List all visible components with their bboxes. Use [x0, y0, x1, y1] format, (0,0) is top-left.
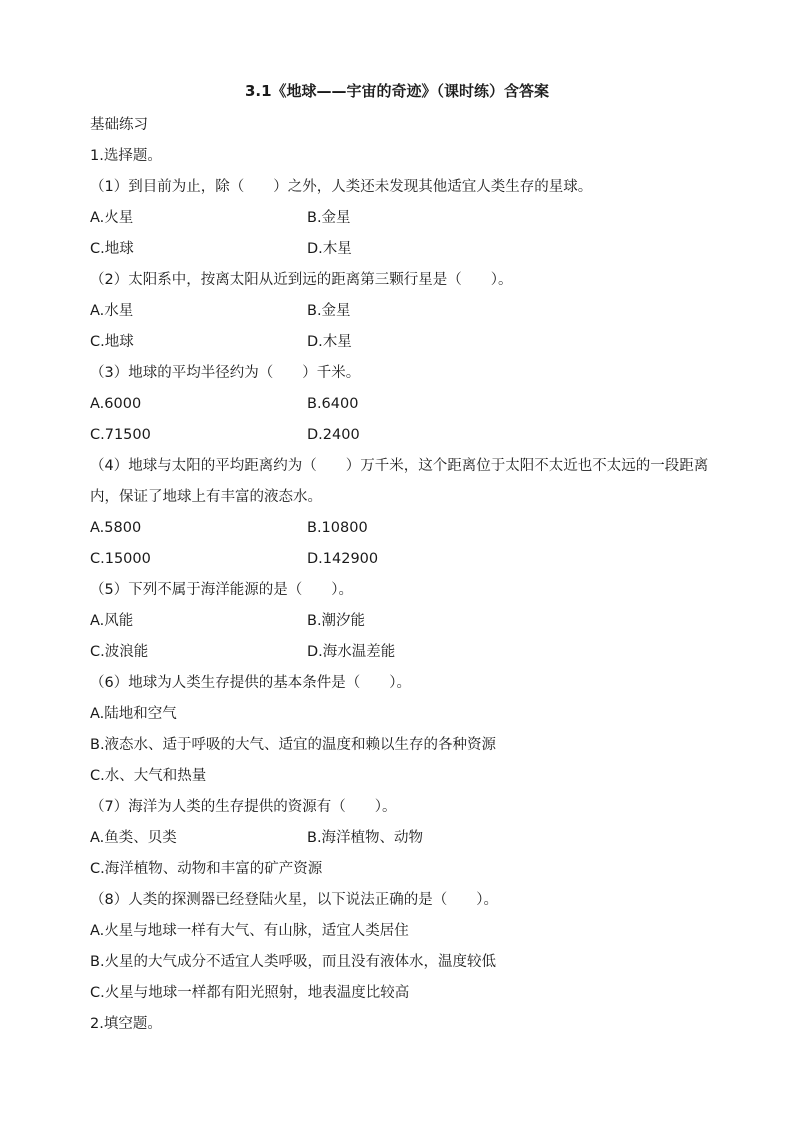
question-text: （5）下列不属于海洋能源的是（ ）。 — [90, 582, 353, 598]
document-content — [90, 110, 710, 1040]
answer-option: C.15000 — [90, 551, 151, 567]
answer-option: C.水、大气和热量 — [90, 768, 207, 784]
answer-option: A.水星 — [90, 303, 134, 319]
answer-option: A.鱼类、贝类 — [90, 830, 177, 846]
question-item — [90, 451, 710, 575]
answer-option: D.木星 — [307, 334, 352, 350]
answer-option: B.6400 — [307, 396, 359, 412]
part-heading-fill: 2.填空题。 — [90, 1016, 162, 1032]
answer-option: A.风能 — [90, 613, 134, 629]
option-row — [90, 637, 710, 668]
option-row — [90, 916, 710, 947]
section-heading: 基础练习 — [90, 117, 148, 133]
answer-option: A.火星与地球一样有大气、有山脉，适宜人类居住 — [90, 923, 409, 939]
question-item — [90, 265, 710, 358]
option-row — [90, 327, 710, 358]
option-row — [90, 544, 710, 575]
answer-option: D.海水温差能 — [307, 644, 396, 660]
option-row — [90, 203, 710, 234]
answer-option: A.6000 — [90, 396, 142, 412]
option-row — [90, 854, 710, 885]
question-text: （6）地球为人类生存提供的基本条件是（ ）。 — [90, 675, 411, 691]
part-heading-choice: 1.选择题。 — [90, 148, 162, 164]
answer-option: B.10800 — [307, 520, 368, 536]
answer-option: B.潮汐能 — [307, 613, 366, 629]
answer-option: B.金星 — [307, 303, 351, 319]
answer-option: A.陆地和空气 — [90, 706, 177, 722]
question-item — [90, 172, 710, 265]
answer-option: D.木星 — [307, 241, 352, 257]
question-list — [90, 172, 710, 1009]
answer-option: B.海洋植物、动物 — [307, 830, 424, 846]
question-item — [90, 575, 710, 668]
option-row — [90, 513, 710, 544]
answer-option: C.海洋植物、动物和丰富的矿产资源 — [90, 861, 323, 877]
option-row — [90, 606, 710, 637]
option-row — [90, 823, 710, 854]
option-row — [90, 761, 710, 792]
question-item — [90, 885, 710, 1009]
question-item — [90, 792, 710, 885]
question-text: （2）太阳系中，按离太阳从近到远的距离第三颗行星是（ ）。 — [90, 272, 513, 288]
option-row — [90, 947, 710, 978]
answer-option: C.地球 — [90, 241, 134, 257]
answer-option: C.波浪能 — [90, 644, 149, 660]
option-row — [90, 420, 710, 451]
option-row — [90, 978, 710, 1009]
answer-option: C.地球 — [90, 334, 134, 350]
question-text: （3）地球的平均半径约为（ ）千米。 — [90, 365, 361, 381]
answer-option: A.5800 — [90, 520, 142, 536]
option-row — [90, 730, 710, 761]
question-text: （4）地球与太阳的平均距离约为（ ）万千米，这个距离位于太阳不太近也不太远的一段距离内，保证了地球上有丰富的液态水。 — [90, 458, 709, 505]
document-title: 3.1《地球——宇宙的奇迹》（课时练）含答案 — [244, 82, 550, 100]
question-text: （1）到目前为止，除（ ）之外，人类还未发现其他适宜人类生存的星球。 — [90, 179, 593, 195]
option-row — [90, 699, 710, 730]
answer-option: D.2400 — [307, 427, 360, 443]
question-text: （7）海洋为人类的生存提供的资源有（ ）。 — [90, 799, 397, 815]
question-item — [90, 668, 710, 792]
option-row — [90, 234, 710, 265]
answer-option: A.火星 — [90, 210, 134, 226]
question-item — [90, 358, 710, 451]
option-row — [90, 296, 710, 327]
question-text: （8）人类的探测器已经登陆火星，以下说法正确的是（ ）。 — [90, 892, 498, 908]
answer-option: C.71500 — [90, 427, 151, 443]
answer-option: B.火星的大气成分不适宜人类呼吸，而且没有液体水，温度较低 — [90, 954, 497, 970]
answer-option: D.142900 — [307, 551, 379, 567]
option-row — [90, 389, 710, 420]
answer-option: B.液态水、适于呼吸的大气、适宜的温度和赖以生存的各种资源 — [90, 737, 497, 753]
answer-option: B.金星 — [307, 210, 351, 226]
answer-option: C.火星与地球一样都有阳光照射，地表温度比较高 — [90, 985, 410, 1001]
